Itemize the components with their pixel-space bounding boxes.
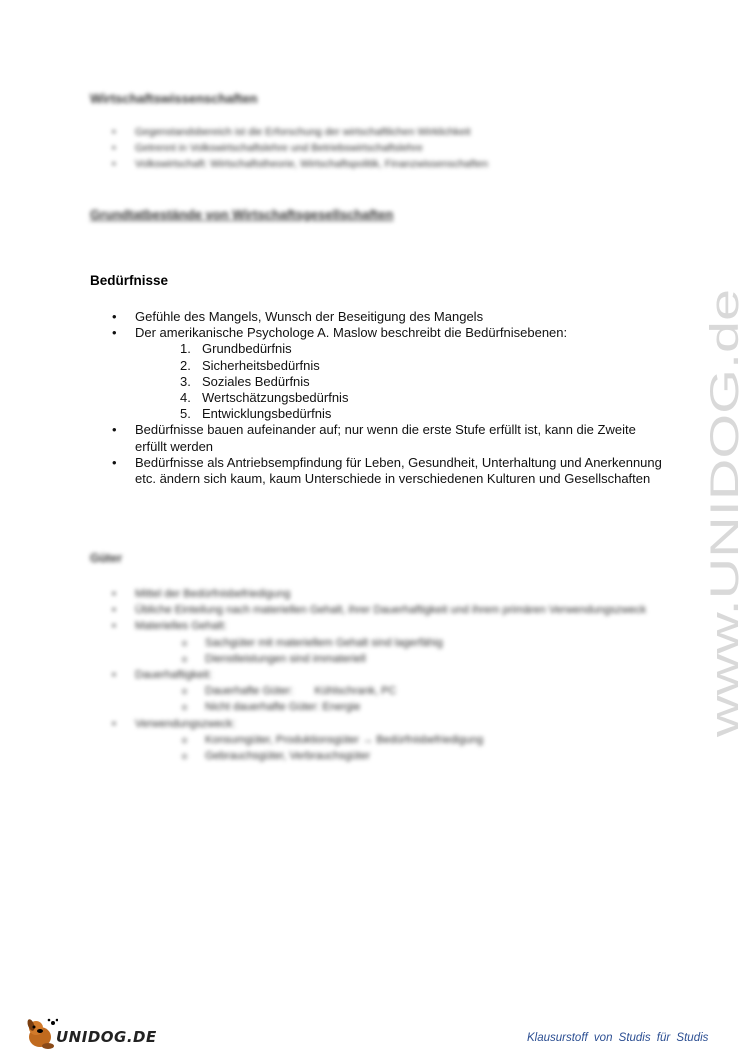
list-item: • Gegenstandsbereich ist die Erforschung der wirtschaftlichen Wirklichkeit [90, 124, 488, 140]
list-item-maslow [90, 325, 670, 422]
watermark [706, 285, 746, 745]
level-number: 4. [180, 390, 191, 406]
sub-list-item: o Nicht dauerhafte Güter: Energie [160, 699, 670, 715]
heading-wirtschaftswissenschaften: Wirtschaftswissenschaften [90, 91, 258, 106]
list-item: • Bedürfnisse bauen aufeinander auf; nur wenn die erste Stufe erfüllt ist, kann die Zweite erfüllt werden [90, 422, 670, 454]
level-text: Grundbedürfnis [202, 341, 292, 357]
watermark-text: www.UNIDOG.de [706, 425, 746, 737]
level-item [157, 374, 670, 390]
list-item-text: Verwendungszweck: [135, 717, 236, 730]
level-item [157, 390, 670, 406]
list-wirtschaftswissenschaften [90, 124, 488, 172]
list-item: • Mittel der Bedürfnisbefriedigung [90, 586, 670, 602]
level-item [157, 358, 670, 374]
list-item [90, 667, 670, 716]
list-item: • Übliche Einteilung nach materiellen Gehalt, ihrer Dauerhaftigkeit und ihrem primären Verwendungszweck [90, 602, 670, 618]
level-number: 1. [180, 341, 191, 357]
list-item: • Bedürfnisse als Antriebsempfindung für Leben, Gesundheit, Unterhaltung und Anerkennung etc. ändern sich kaum, kaum Unterschiede in verschiedenen Kulturen und Gesellschaften [90, 455, 670, 487]
list-item-text: Materielles Gehalt: [135, 620, 227, 633]
heading-beduerfnisse: Bedürfnisse [90, 273, 169, 288]
level-text: Entwicklungsbedürfnis [202, 406, 332, 422]
sub-list [135, 635, 670, 667]
list-item: • Gefühle des Mangels, Wunsch der Beseitigung des Mangels [90, 309, 670, 325]
sub-list-item: o Konsumgüter, Produktionsgüter → Bedürfnisbefriedigung [160, 732, 670, 748]
footer-tagline: Klausurstoff von Studis für Studis [527, 1032, 709, 1044]
level-number: 3. [180, 373, 191, 389]
sub-list [135, 683, 670, 715]
list-gueter [90, 586, 670, 764]
level-number: 2. [180, 357, 191, 373]
heading-gueter: Güter [90, 551, 123, 565]
sub-list-item: o Dauerhafte Güter: Kühlschrank, PC [160, 683, 670, 699]
level-item [157, 406, 670, 422]
sub-list [135, 732, 670, 764]
list-item [90, 618, 670, 667]
logo-text: UNIDOG.DE [56, 1028, 157, 1046]
level-text: Sicherheitsbedürfnis [202, 357, 320, 373]
level-text: Soziales Bedürfnis [202, 373, 310, 389]
list-item: • Volkswirtschaft: Wirtschaftstheorie, Wirtschaftspolitik, Finanzwissenschaften [90, 156, 488, 172]
list-item-text: Der amerikanische Psychologe A. Maslow beschreibt die Bedürfnisebenen: [135, 325, 568, 341]
list-item-text: Dauerhaftigkeit: [135, 669, 213, 682]
sub-list-item: o Sachgüter mit materiellem Gehalt sind lagerfähig [160, 635, 670, 651]
level-text: Wertschätzungsbedürfnis [202, 390, 349, 406]
maslow-levels [135, 341, 670, 422]
heading-grundtatbestaende: Grundtatbestände von Wirtschaftsgesellschaften [90, 207, 394, 222]
list-item: • Getrennt in Volkswirtschaftslehre und Betriebswirtschaftslehre [90, 140, 488, 156]
list-item [90, 716, 670, 765]
sub-list-item: o Dienstleistungen sind immateriell [160, 651, 670, 667]
level-item [157, 341, 670, 357]
level-number: 5. [180, 406, 191, 422]
list-beduerfnisse [90, 309, 670, 487]
sub-list-item: o Gebrauchsgüter, Verbrauchsgüter [160, 748, 670, 764]
dog-mascot-icon [22, 1015, 58, 1051]
